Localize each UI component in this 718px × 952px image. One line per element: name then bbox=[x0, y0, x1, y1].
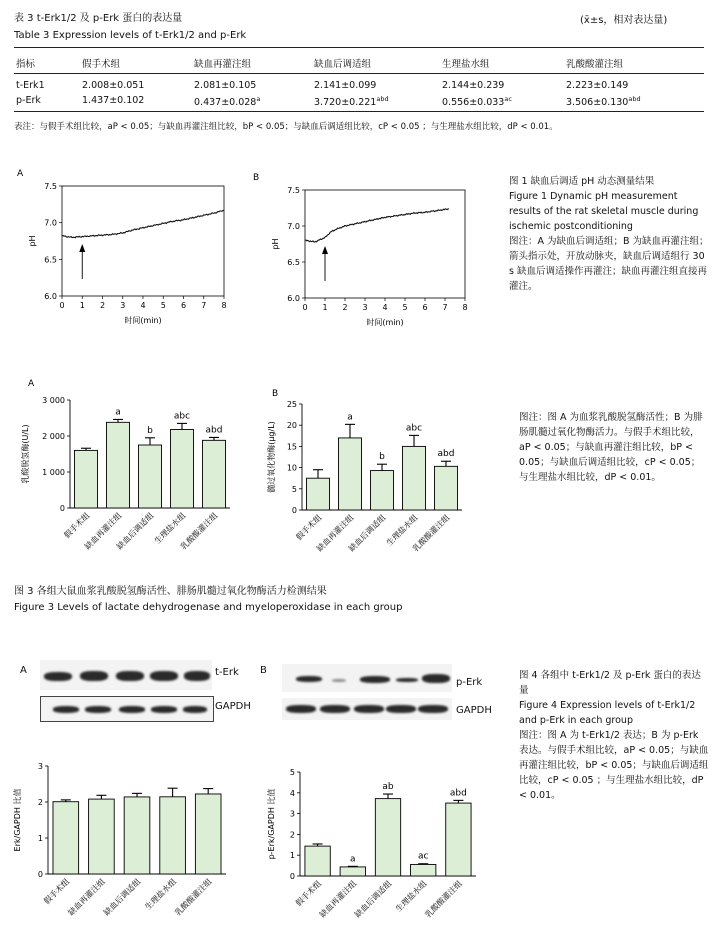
fig3b-chart bbox=[266, 400, 462, 553]
x-tick-label: 7 bbox=[442, 303, 448, 312]
reperfusion-arrow-head bbox=[79, 244, 85, 252]
significance-label: a bbox=[350, 854, 356, 865]
significance-label: b bbox=[147, 425, 153, 436]
y-tick-label: 7.5 bbox=[44, 182, 57, 191]
blot-band bbox=[184, 671, 210, 681]
category-label: 缺血后调适组 bbox=[347, 513, 388, 554]
reperfusion-arrow-head bbox=[322, 246, 328, 254]
category-label: 缺血再灌注组 bbox=[83, 511, 124, 552]
table-title-cn: 表 3 t-Erk1/2 及 p-Erk 蛋白的表达量 bbox=[14, 13, 183, 24]
p-erk-label: p-Erk bbox=[456, 677, 483, 688]
y-tick-label: 6.5 bbox=[44, 255, 57, 265]
category-label: 缺血再灌注组 bbox=[315, 513, 356, 554]
y-tick-label: 3 bbox=[37, 762, 43, 771]
table-cell-value: 2.223±0.149 bbox=[566, 80, 629, 91]
blot-band bbox=[354, 705, 384, 713]
x-tick-label: 1 bbox=[79, 301, 85, 310]
table-cell bbox=[442, 95, 512, 108]
table-cell bbox=[314, 95, 389, 108]
fig4-caption-title-cn: 图 4 各组中 t-Erk1/2 及 p-Erk 蛋白的表达量 bbox=[519, 670, 701, 696]
table-cell bbox=[566, 80, 628, 91]
category-label: 缺血再灌注组 bbox=[317, 879, 359, 920]
x-tick-label: 2 bbox=[342, 303, 348, 312]
bar bbox=[202, 440, 225, 508]
y-tick-label: 10 bbox=[286, 463, 297, 473]
fig4b-chart bbox=[266, 768, 476, 919]
y-tick-label: 1 bbox=[37, 834, 43, 843]
table-header-cell: 生理盐水组 bbox=[442, 59, 490, 70]
blot-band bbox=[422, 674, 450, 683]
x-tick-label: 3 bbox=[362, 303, 368, 312]
category-label: 假手术组 bbox=[294, 513, 324, 543]
table-cell-value: 2.081±0.105 bbox=[194, 80, 257, 91]
category-label: 生理盐水组 bbox=[143, 877, 179, 912]
table-unit-note: (x̄±s，相对表达量) bbox=[580, 15, 668, 26]
category-label: 生理盐水组 bbox=[393, 879, 429, 914]
fig4-panel-a-label: A bbox=[20, 665, 27, 676]
fig1a-chart bbox=[28, 182, 227, 325]
y-tick-label: 7.0 bbox=[287, 222, 300, 231]
table-cell-significance: abd bbox=[628, 95, 641, 103]
y-tick-label: 0 bbox=[59, 504, 65, 513]
x-axis-label: 时间(min) bbox=[124, 316, 162, 325]
fig1b-chart bbox=[271, 186, 468, 327]
category-label: 缺血再灌注组 bbox=[66, 877, 107, 918]
x-tick-label: 8 bbox=[221, 301, 227, 310]
y-tick-label: 1 bbox=[289, 851, 295, 861]
t-erk-blot bbox=[40, 660, 212, 690]
x-tick-label: 6 bbox=[422, 303, 428, 312]
table-header-cell: 指标 bbox=[16, 59, 36, 70]
bar bbox=[53, 802, 79, 874]
blot-band bbox=[360, 676, 390, 683]
significance-label: abc bbox=[405, 423, 423, 434]
y-axis-label: pH bbox=[271, 238, 280, 250]
table-row-label: t-Erk1 bbox=[16, 80, 45, 91]
category-label: 乳酸酸灌注组 bbox=[423, 879, 464, 920]
x-tick-label: 0 bbox=[302, 303, 308, 312]
y-tick-label: 2 bbox=[37, 798, 43, 807]
table-header-cell: 假手术组 bbox=[82, 59, 121, 70]
bar bbox=[434, 466, 457, 510]
table-cell bbox=[194, 95, 260, 108]
x-axis-label: 时间(min) bbox=[366, 318, 404, 327]
table-cell bbox=[194, 80, 256, 91]
bar bbox=[306, 478, 329, 510]
y-tick-label: 7.0 bbox=[44, 218, 57, 228]
category-label: 假手术组 bbox=[42, 877, 72, 907]
table-cell-value: 0.556±0.033 bbox=[442, 97, 505, 109]
x-tick-label: 0 bbox=[59, 301, 65, 310]
bar bbox=[170, 430, 193, 508]
y-tick-label: 5 bbox=[289, 768, 295, 777]
plot-frame bbox=[305, 190, 465, 298]
blot-band bbox=[116, 671, 144, 681]
bar bbox=[338, 438, 361, 510]
fig3-panel-a-label: A bbox=[28, 379, 35, 389]
table-cell-value: 0.437±0.028 bbox=[194, 97, 257, 109]
y-tick-label: 6.0 bbox=[44, 292, 57, 301]
fig4-panel-b-label: B bbox=[260, 665, 267, 676]
category-label: 生理盐水组 bbox=[384, 513, 420, 548]
significance-label: abd bbox=[437, 449, 455, 460]
blot-band bbox=[44, 672, 72, 681]
fig3-panel-a bbox=[22, 376, 254, 586]
fig4-caption-title-en: Figure 4 Expression levels of t-Erk1/2 and p-Erk in each group bbox=[519, 700, 696, 726]
bar bbox=[340, 867, 365, 876]
table-cell-significance: abd bbox=[376, 95, 389, 103]
y-tick-label: 6.0 bbox=[287, 294, 300, 303]
fig4-caption bbox=[519, 668, 709, 803]
plot-frame bbox=[62, 186, 224, 296]
bar bbox=[138, 445, 161, 508]
table-cell-value: 2.008±0.051 bbox=[82, 80, 145, 91]
table-cell-significance: ac bbox=[504, 95, 512, 103]
table-header-cell: 缺血后调适组 bbox=[314, 59, 372, 70]
table-cell bbox=[82, 80, 144, 91]
table-cell-value: 1.437±0.102 bbox=[82, 95, 145, 106]
table-cell-value: 3.720±0.221 bbox=[314, 97, 377, 109]
y-tick-label: 4 bbox=[289, 788, 295, 798]
fig3-panel-b bbox=[258, 386, 490, 596]
significance-label: a bbox=[347, 412, 353, 423]
fig3-note bbox=[519, 410, 704, 485]
table-header-cell: 乳酸酸灌注组 bbox=[566, 59, 624, 70]
significance-label: abd bbox=[205, 425, 223, 436]
x-tick-label: 5 bbox=[160, 301, 166, 310]
fig3-caption-en: Figure 3 Levels of lactate dehydrogenase and myeloperoxidase in each group bbox=[14, 602, 403, 613]
t-erk-label: t-Erk bbox=[215, 667, 239, 678]
x-tick-label: 2 bbox=[99, 301, 106, 310]
y-axis-label: Erk/GAPDH 比值 bbox=[13, 788, 22, 852]
significance-label: abd bbox=[449, 788, 467, 799]
fig4-caption-note: 图注：图 A 为 t-Erk1/2 表达；B 为 p-Erk 表达。与假手术组比较，aP < 0.05；与缺血再灌注组比较，bP < 0.05；与缺血后调适组比较，cP < 0.05 ；与生理盐水组比较，dP < 0.01。 bbox=[519, 730, 709, 801]
gapdh-label-a: GAPDH bbox=[215, 701, 251, 712]
category-label: 乳酸酸灌注组 bbox=[173, 877, 214, 918]
y-tick-label: 2 bbox=[289, 830, 295, 840]
blot-band bbox=[396, 678, 418, 682]
bar bbox=[411, 864, 436, 876]
significance-label: abc bbox=[173, 411, 191, 422]
x-tick-label: 6 bbox=[180, 301, 187, 310]
blot-band bbox=[296, 676, 322, 682]
y-tick-label: 7.5 bbox=[287, 186, 300, 195]
bar bbox=[160, 797, 186, 874]
fig3-panel-b-label: B bbox=[272, 389, 279, 399]
bar bbox=[74, 450, 97, 508]
table-cell bbox=[314, 80, 376, 91]
category-label: 生理盐水组 bbox=[152, 511, 188, 546]
y-tick-label: 15 bbox=[286, 442, 297, 452]
table-cell-significance: a bbox=[256, 95, 261, 103]
x-tick-label: 4 bbox=[382, 303, 388, 312]
table-note-text: 表注：与假手术组比较，aP < 0.05；与缺血再灌注组比较，bP < 0.05；与缺血后调适组比较，cP < 0.05 ；与生理盐水组比较，dP < 0.01。 bbox=[14, 122, 558, 132]
x-tick-label: 7 bbox=[201, 301, 207, 310]
fig3-caption-cn: 图 3 各组大鼠血浆乳酸脱氢酶活性、腓肠肌髓过氧化物酶活力检测结果 bbox=[14, 586, 327, 597]
y-tick-label: 0 bbox=[37, 870, 43, 879]
fig1-caption-title-en: Figure 1 Dynamic pH measurement results of the rat skeletal muscle during ischemic postconditioning bbox=[509, 191, 699, 232]
blot-band bbox=[80, 671, 108, 681]
category-label: 乳酸酸灌注组 bbox=[179, 511, 220, 552]
y-tick-label: 1 000 bbox=[42, 468, 65, 477]
table-cell-value: 2.141±0.099 bbox=[314, 80, 377, 91]
fig4a-chart bbox=[12, 762, 226, 917]
table-title-en: Table 3 Expression levels of t-Erk1/2 and p-Erk bbox=[14, 30, 247, 41]
x-tick-label: 4 bbox=[140, 301, 146, 310]
y-axis-label: 髓过氧化物酶(μg/L) bbox=[267, 421, 276, 493]
blot-band bbox=[119, 706, 145, 713]
x-tick-label: 5 bbox=[402, 303, 408, 312]
table-header-cell: 缺血再灌注组 bbox=[194, 59, 252, 70]
category-label: 缺血后调适组 bbox=[102, 877, 143, 918]
category-label: 缺血后调适组 bbox=[115, 511, 156, 552]
bar bbox=[305, 846, 330, 876]
y-axis-label: pH bbox=[28, 235, 37, 247]
gapdh-label-b: GAPDH bbox=[456, 705, 492, 716]
blot-band bbox=[151, 706, 177, 713]
blot-band bbox=[286, 705, 316, 713]
blot-band bbox=[320, 705, 350, 713]
fig1-panel-b bbox=[253, 170, 483, 335]
category-label: 假手术组 bbox=[62, 511, 92, 541]
table-cell-value: 2.144±0.239 bbox=[442, 80, 505, 91]
x-tick-label: 3 bbox=[120, 301, 126, 310]
y-tick-label: 25 bbox=[286, 400, 297, 409]
table-cell bbox=[566, 95, 641, 108]
blot-band bbox=[85, 706, 111, 713]
category-label: 缺血后调适组 bbox=[353, 879, 394, 920]
ph-trace-line bbox=[305, 209, 449, 242]
x-tick-label: 8 bbox=[462, 303, 468, 312]
category-label: 乳酸酸灌注组 bbox=[411, 513, 452, 554]
fig1-panel-a bbox=[14, 166, 244, 331]
y-tick-label: 5 bbox=[291, 484, 297, 494]
y-tick-label: 3 000 bbox=[42, 396, 65, 405]
significance-label: ab bbox=[382, 782, 394, 793]
table-row-label: p-Erk bbox=[16, 95, 41, 106]
table-top-rule bbox=[14, 47, 704, 48]
blot-band bbox=[418, 705, 448, 713]
fig1-caption-title-cn: 图 1 缺血后调适 pH 动态测量结果 bbox=[509, 176, 655, 187]
y-tick-label: 0 bbox=[289, 872, 295, 881]
bar bbox=[124, 797, 150, 874]
blot-band bbox=[150, 671, 178, 681]
fig1-panel-b-label: B bbox=[253, 173, 260, 183]
table-header-rule bbox=[14, 73, 704, 74]
significance-label: b bbox=[379, 452, 385, 463]
y-tick-label: 0 bbox=[291, 506, 297, 515]
y-tick-label: 6.5 bbox=[287, 258, 300, 267]
bar bbox=[195, 794, 221, 874]
blot-band bbox=[386, 705, 416, 713]
y-axis-label: p-Erk/GAPDH 比值 bbox=[267, 788, 276, 860]
table-bottom-rule bbox=[14, 111, 704, 112]
y-tick-label: 3 bbox=[289, 809, 295, 819]
table-cell bbox=[442, 80, 504, 91]
fig3a-chart bbox=[20, 396, 230, 551]
y-tick-label: 20 bbox=[286, 421, 297, 431]
significance-label: a bbox=[115, 407, 121, 418]
x-tick-label: 1 bbox=[322, 303, 328, 312]
table-cell-value: 3.506±0.130 bbox=[566, 97, 629, 109]
bar bbox=[402, 446, 425, 510]
bar bbox=[446, 803, 471, 876]
fig3-note-text: 图注：图 A 为血浆乳酸脱氢酶活性；B 为腓肠肌髓过氧化物酶活力。与假手术组比较，aP < 0.05；与缺血再灌注组比较，bP < 0.05；与缺血后调适组比较，cP < 0.05；与生理盐水组比较，dP < 0.01。 bbox=[519, 412, 703, 483]
bar bbox=[106, 422, 129, 508]
bar bbox=[89, 799, 115, 874]
p-erk-blot bbox=[282, 664, 452, 692]
fig1-caption bbox=[509, 174, 709, 294]
fig1-caption-note: 图注：A 为缺血后调适组；B 为缺血再灌注组；箭头指示处，开放动脉夹，缺血后调适组行 30 s 缺血后调适操作再灌注；缺血再灌注组直接再灌注。 bbox=[509, 236, 709, 292]
y-axis-label: 乳酸脱氢酶(U/L) bbox=[21, 424, 30, 484]
table-note bbox=[14, 120, 558, 132]
ph-trace-line bbox=[62, 210, 224, 237]
table-cell bbox=[82, 95, 144, 106]
bar bbox=[370, 471, 393, 510]
significance-label: ac bbox=[417, 851, 429, 862]
fig4-panel-b-chart bbox=[264, 758, 500, 950]
fig1-panel-a-label: A bbox=[17, 169, 24, 179]
category-label: 假手术组 bbox=[294, 879, 324, 909]
blot-band bbox=[332, 679, 346, 682]
fig4-panel-a-chart bbox=[12, 754, 248, 950]
bar bbox=[375, 799, 400, 876]
y-tick-label: 2 000 bbox=[42, 432, 65, 441]
gapdh-blot-b bbox=[282, 698, 452, 720]
gapdh-blot-a bbox=[40, 696, 214, 722]
blot-band bbox=[53, 706, 79, 713]
blot-band bbox=[183, 706, 207, 713]
